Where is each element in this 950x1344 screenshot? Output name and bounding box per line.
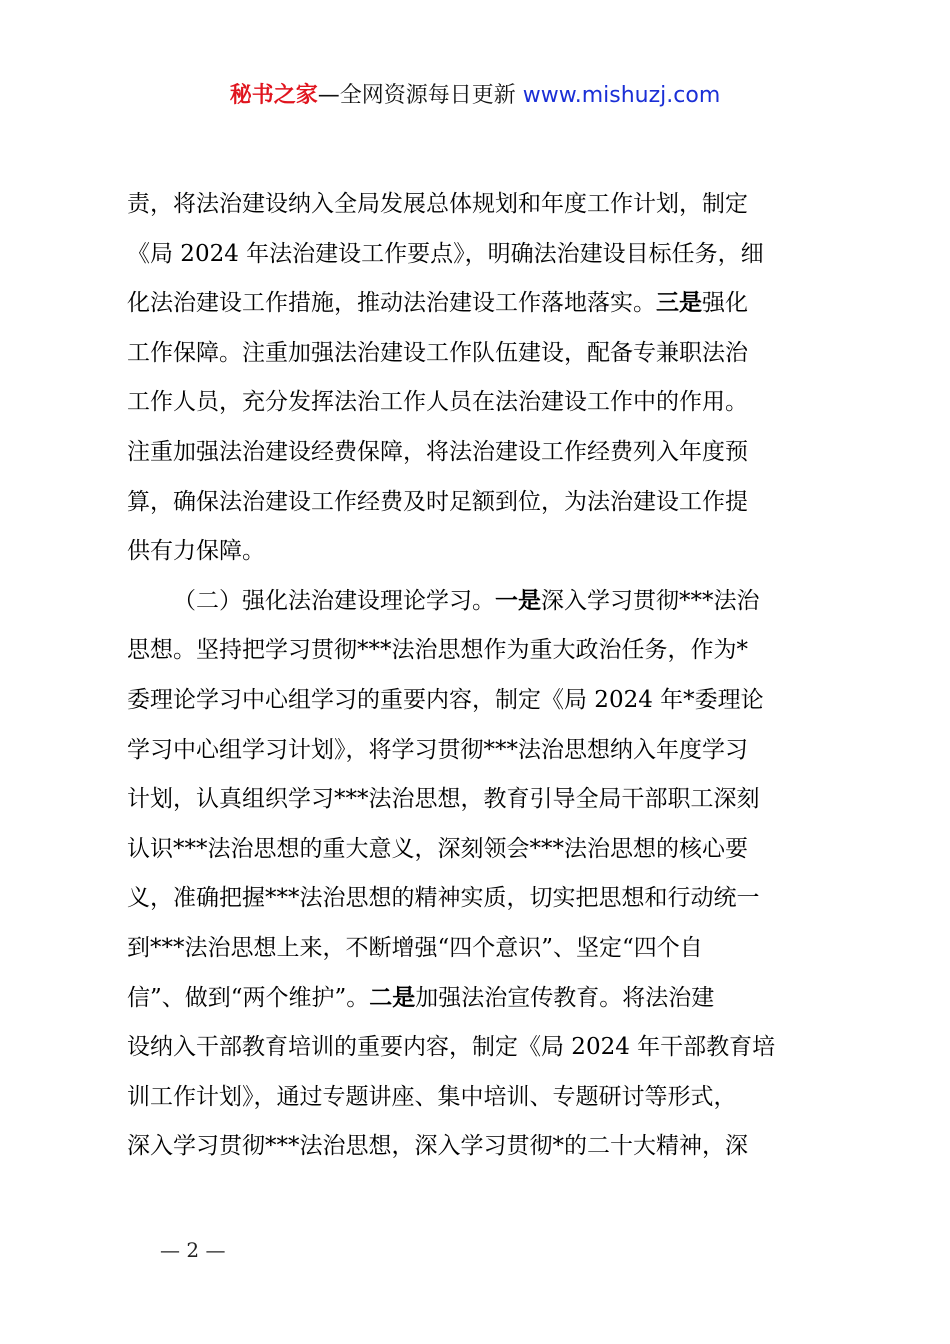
bold-ordinal: 二是	[369, 984, 416, 1011]
text-line: 委理论学习中心组学习的重要内容，制定《局 2024 年*委理论	[127, 686, 764, 713]
text-line: 思想。坚持把学习贯彻***法治思想作为重大政治任务，作为*	[127, 637, 748, 664]
section-heading: （二）强化法治建设理论学习。	[173, 587, 495, 614]
text-line: 责，将法治建设纳入全局发展总体规划和年度工作计划，制定	[127, 191, 748, 217]
text-line: 训工作计划》，通过专题讲座、集中培训、专题研讨等形式，	[127, 1083, 737, 1110]
text-line: 供有力保障。	[127, 538, 265, 565]
text-line: 工作人员，充分发挥法治工作人员在法治建设工作中的作用。	[127, 389, 748, 416]
text-line: 学习中心组学习计划》，将学习贯彻***法治思想纳入年度学习	[127, 736, 748, 763]
header-brand: 秘书之家	[229, 83, 318, 108]
bold-ordinal: 三是	[656, 290, 702, 317]
bold-ordinal: 一是	[495, 587, 541, 614]
text-line: 算，确保法治建设工作经费及时足额到位，为法治建设工作提	[127, 488, 748, 515]
text-line: 工作保障。注重加强法治建设工作队伍建设，配备专兼职法治	[127, 339, 748, 366]
header-slogan: —全网资源每日更新	[317, 83, 516, 108]
text-line: 注重加强法治建设经费保障，将法治建设工作经费列入年度预	[127, 438, 748, 465]
header-url-link[interactable]: www.mishuzj.com	[522, 83, 721, 108]
text-line: 义，准确把握***法治思想的精神实质，切实把思想和行动统一	[127, 885, 760, 912]
text-line: 认识***法治思想的重大意义，深刻领会***法治思想的核心要	[127, 835, 748, 862]
text-line: 化法治建设工作措施，推动法治建设工作落地落实。三是强化	[127, 290, 748, 317]
text-line: 设纳入干部教育培训的重要内容，制定《局 2024 年干部教育培	[127, 1034, 776, 1061]
text-line: 《局 2024 年法治建设工作要点》，明确法治建设目标任务，细	[127, 240, 764, 267]
section-heading-line: （二）强化法治建设理论学习。一是深入学习贯彻***法治	[173, 587, 760, 614]
text-line: 深入学习贯彻***法治思想，深入学习贯彻*的二十大精神，深	[127, 1133, 748, 1160]
page-number: — 2 —	[160, 1238, 226, 1262]
site-header	[0, 80, 950, 112]
text-line: 到***法治思想上来，不断增强“四个意识”、坚定“四个自	[127, 934, 703, 961]
text-line: 信”、做到“两个维护”。二是加强法治宣传教育。将法治建	[127, 984, 715, 1011]
text-line: 计划，认真组织学习***法治思想，教育引导全局干部职工深刻	[127, 786, 760, 813]
document-body	[127, 180, 833, 1172]
